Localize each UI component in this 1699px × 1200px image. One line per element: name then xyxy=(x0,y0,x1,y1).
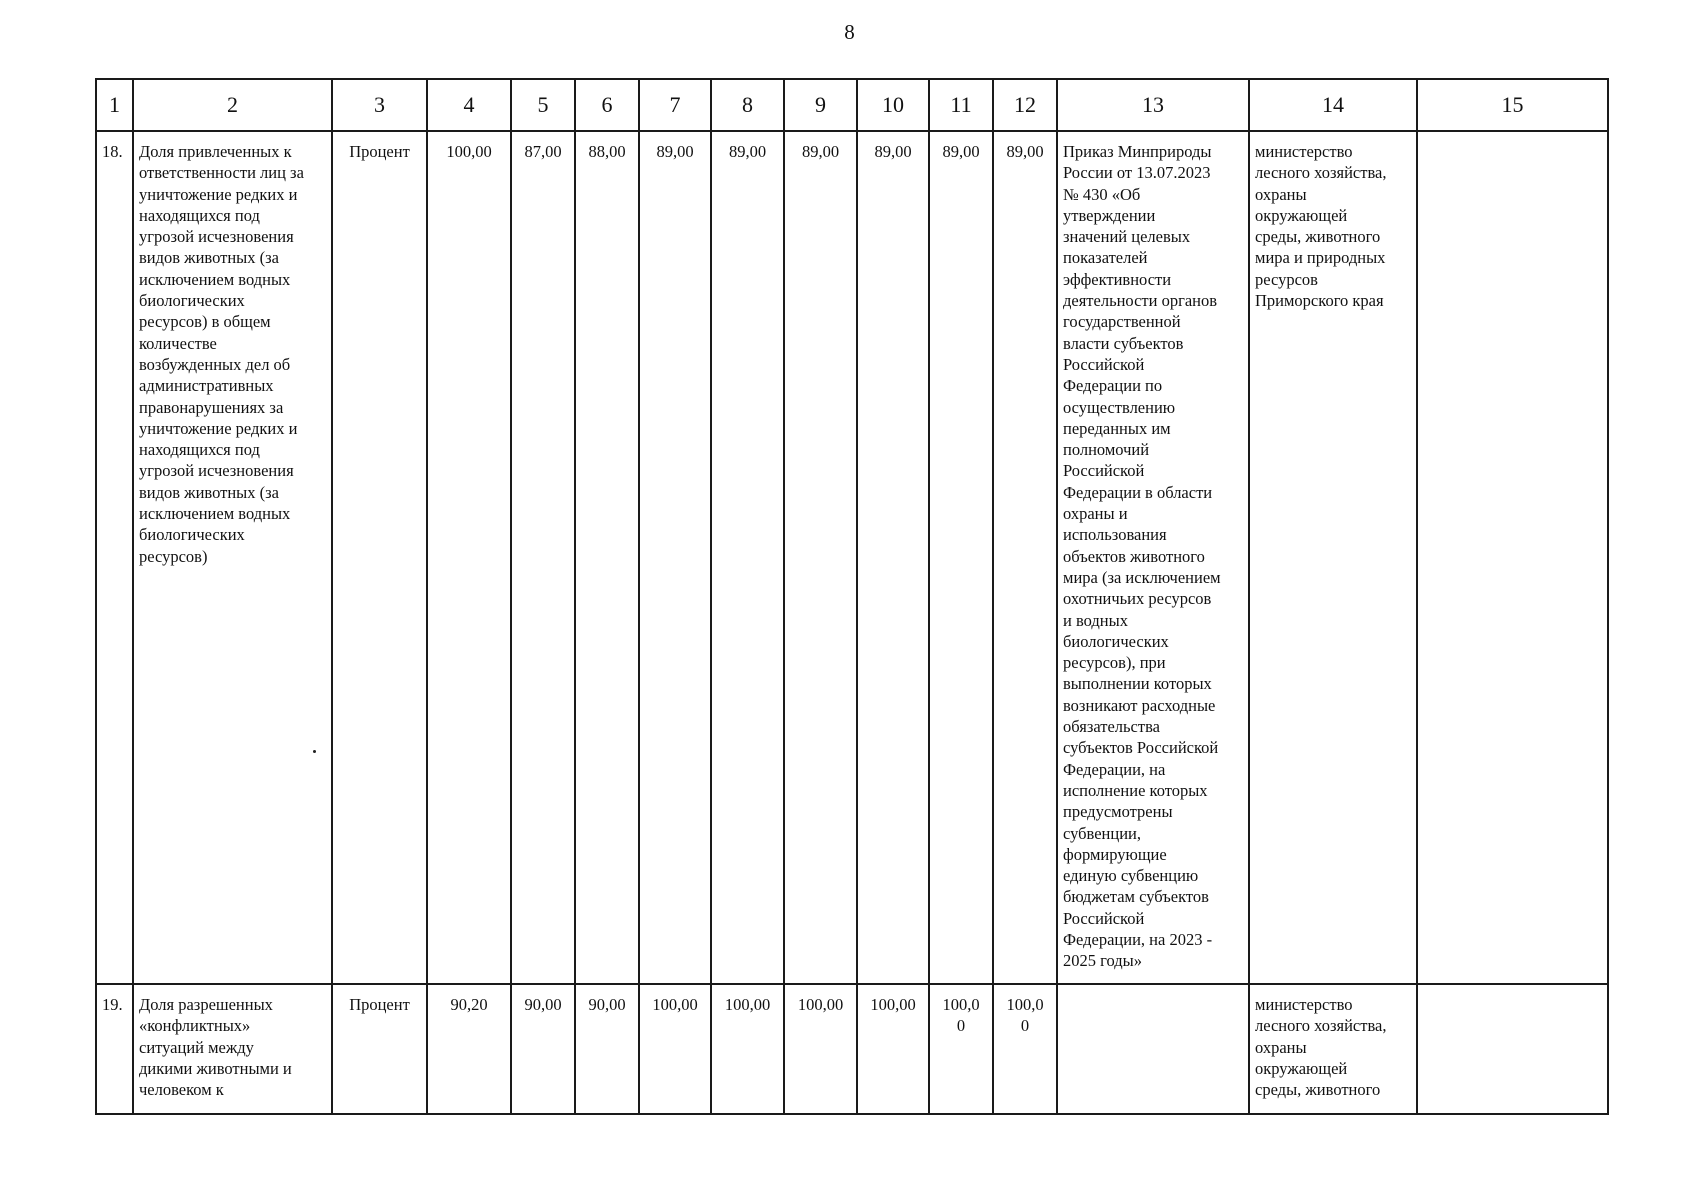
indicator-value-part: 100,00 xyxy=(446,142,492,161)
indicator-value-part: 89,00 xyxy=(874,142,912,161)
column-number-10: 10 xyxy=(857,79,929,131)
indicator-value xyxy=(993,984,1057,1114)
scan-artifact-dot xyxy=(313,750,316,753)
indicator-name-line: уничтожение редких и xyxy=(139,418,298,438)
responsible-body-line: Приморского края xyxy=(1255,291,1384,311)
indicator-value xyxy=(857,984,929,1114)
responsible-body-line: окружающей xyxy=(1255,205,1348,225)
indicator-name-line: видов животных (за xyxy=(139,482,279,502)
indicators-table xyxy=(95,78,1609,1115)
legal-basis-line: охраны и xyxy=(1063,504,1128,524)
legal-basis-line: обязательства xyxy=(1063,717,1160,737)
responsible-body-line: окружающей xyxy=(1255,1058,1348,1078)
indicator-name-line: количестве xyxy=(139,333,217,353)
indicator-name-line: человеком к xyxy=(139,1080,224,1100)
indicator-value xyxy=(784,984,857,1114)
responsible-body-line: лесного хозяйства, xyxy=(1255,163,1387,183)
responsible-body-line: охраны xyxy=(1255,184,1307,204)
indicator-name-line: ресурсов) в общем xyxy=(139,312,271,332)
indicator-value xyxy=(711,984,784,1114)
indicator-value-part: 89,00 xyxy=(801,142,840,161)
indicator-value xyxy=(427,984,511,1114)
legal-basis xyxy=(1057,131,1249,984)
legal-basis-line: формирующие xyxy=(1063,844,1167,864)
row-number: 18. xyxy=(96,131,133,984)
column-number-11: 11 xyxy=(929,79,993,131)
indicator-value xyxy=(639,984,711,1114)
column-number-9: 9 xyxy=(784,79,857,131)
column-number-7: 7 xyxy=(639,79,711,131)
row-number: 19. xyxy=(96,984,133,1114)
legal-basis-line: исполнение которых xyxy=(1063,780,1208,800)
legal-basis-line: единую субвенцию xyxy=(1063,866,1199,886)
indicator-name-line: Доля разрешенных xyxy=(139,995,273,1014)
indicator-value-part: 100,0 xyxy=(1006,995,1044,1014)
responsible-body-line: охраны xyxy=(1255,1037,1307,1057)
indicator-name-line: биологических xyxy=(139,291,245,311)
legal-basis-line: эффективности xyxy=(1063,269,1172,289)
legal-basis-line: показателей xyxy=(1063,248,1148,268)
legal-basis-line: Федерации, на 2023 - xyxy=(1063,929,1213,949)
indicator-name-line: угрозой исчезновения xyxy=(139,461,294,481)
indicator-name xyxy=(133,131,332,984)
indicator-value-part: 0 xyxy=(1020,1016,1030,1036)
column-number-3: 3 xyxy=(332,79,427,131)
indicator-value xyxy=(575,984,639,1114)
table-row xyxy=(96,131,1608,984)
legal-basis-line: бюджетам субъектов xyxy=(1063,887,1209,907)
legal-basis-line: полномочий xyxy=(1063,440,1150,460)
responsible-body-line: среды, животного xyxy=(1255,227,1381,247)
indicator-value-part: 100,0 xyxy=(942,995,980,1014)
legal-basis xyxy=(1057,984,1249,1114)
legal-basis-line: значений целевых xyxy=(1063,227,1191,247)
legal-basis-line: возникают расходные xyxy=(1063,695,1216,715)
legal-basis-line: государственной xyxy=(1063,312,1181,332)
unit-of-measure: Процент xyxy=(332,131,427,984)
legal-basis-line: предусмотрены xyxy=(1063,802,1173,822)
responsible-body-line: среды, животного xyxy=(1255,1080,1381,1100)
indicator-value xyxy=(784,131,857,984)
column-number-14: 14 xyxy=(1249,79,1417,131)
column-number-2: 2 xyxy=(133,79,332,131)
legal-basis-line: использования xyxy=(1063,525,1167,545)
indicator-value-part: 0 xyxy=(956,1016,966,1036)
column-number-8: 8 xyxy=(711,79,784,131)
unit-of-measure: Процент xyxy=(332,984,427,1114)
indicator-value xyxy=(929,131,993,984)
responsible-body xyxy=(1249,131,1417,984)
column-number-row xyxy=(96,79,1608,131)
indicator-value xyxy=(511,131,575,984)
indicator-value-part: 89,00 xyxy=(942,142,980,161)
indicator-name-line: «конфликтных» xyxy=(139,1016,251,1036)
indicator-name-line: ситуаций между xyxy=(139,1037,254,1057)
page-number: 8 xyxy=(844,20,855,44)
legal-basis-line: выполнении которых xyxy=(1063,674,1212,694)
column-number-1: 1 xyxy=(96,79,133,131)
indicator-name-line: находящихся под xyxy=(139,440,260,460)
indicator-name-line: угрозой исчезновения xyxy=(139,227,294,247)
legal-basis-line: ресурсов), при xyxy=(1063,653,1166,673)
column-number-6: 6 xyxy=(575,79,639,131)
indicator-name-line: правонарушениях за xyxy=(139,397,284,417)
legal-basis-line: 2025 годы» xyxy=(1063,951,1142,971)
indicator-value xyxy=(711,131,784,984)
legal-basis-line: Федерации в области xyxy=(1063,482,1213,502)
extra-column xyxy=(1417,984,1608,1114)
legal-basis-line: Приказ Минприроды xyxy=(1063,142,1212,161)
legal-basis-line: Российской xyxy=(1063,461,1145,481)
legal-basis-line: власти субъектов xyxy=(1063,333,1184,353)
legal-basis-line: утверждении xyxy=(1063,205,1156,225)
indicator-value-part: 90,20 xyxy=(450,995,488,1014)
indicator-value-part: 88,00 xyxy=(588,142,626,161)
responsible-body xyxy=(1249,984,1417,1114)
indicator-name-line: биологических xyxy=(139,525,245,545)
extra-column xyxy=(1417,131,1608,984)
indicator-value-part: 89,00 xyxy=(728,142,767,161)
indicator-value-part: 89,00 xyxy=(656,142,694,161)
legal-basis-line: Федерации по xyxy=(1063,376,1163,396)
legal-basis-line: мира (за исключением xyxy=(1063,567,1221,587)
table-row xyxy=(96,984,1608,1114)
column-number-15: 15 xyxy=(1417,79,1608,131)
legal-basis-line: России от 13.07.2023 xyxy=(1063,163,1211,183)
indicator-value xyxy=(929,984,993,1114)
column-number-5: 5 xyxy=(511,79,575,131)
indicator-value-part: 100,00 xyxy=(870,995,916,1014)
indicator-value-part: 87,00 xyxy=(524,142,562,161)
column-number-13: 13 xyxy=(1057,79,1249,131)
indicator-name-line: уничтожение редких и xyxy=(139,184,298,204)
indicator-name-line: административных xyxy=(139,376,274,396)
legal-basis-line: субвенции, xyxy=(1063,823,1141,843)
indicator-name-line: находящихся под xyxy=(139,205,260,225)
indicator-name-line: исключением водных xyxy=(139,269,291,289)
indicator-value xyxy=(639,131,711,984)
legal-basis-line: субъектов Российской xyxy=(1063,738,1219,758)
indicator-name-line: Доля привлеченных к xyxy=(139,142,292,161)
indicator-name-line: ответственности лиц за xyxy=(139,163,304,183)
responsible-body-line: ресурсов xyxy=(1255,269,1318,289)
legal-basis-line: и водных xyxy=(1063,610,1128,630)
indicator-value xyxy=(857,131,929,984)
column-number-12: 12 xyxy=(993,79,1057,131)
column-number-4: 4 xyxy=(427,79,511,131)
legal-basis-line: № 430 «Об xyxy=(1063,184,1141,204)
responsible-body-line: министерство xyxy=(1255,142,1353,161)
legal-basis-line: Российской xyxy=(1063,908,1145,928)
legal-basis-line: биологических xyxy=(1063,631,1169,651)
responsible-body-line: лесного хозяйства, xyxy=(1255,1016,1387,1036)
legal-basis-line: охотничьих ресурсов xyxy=(1063,589,1212,609)
indicator-name xyxy=(133,984,332,1114)
legal-basis-line: переданных им xyxy=(1063,418,1171,438)
indicator-value xyxy=(575,131,639,984)
indicator-value xyxy=(993,131,1057,984)
indicator-value xyxy=(511,984,575,1114)
indicator-value-part: 100,00 xyxy=(724,995,771,1014)
indicator-value-part: 90,00 xyxy=(524,995,562,1014)
legal-basis-line: деятельности органов xyxy=(1063,291,1218,311)
indicator-name-line: дикими животными и xyxy=(139,1058,292,1078)
responsible-body-line: министерство xyxy=(1255,995,1353,1014)
indicator-name-line: возбужденных дел об xyxy=(139,354,291,374)
indicator-name-line: исключением водных xyxy=(139,504,291,524)
indicator-name-line: ресурсов) xyxy=(139,546,208,566)
legal-basis-line: Федерации, на xyxy=(1063,759,1166,779)
legal-basis-line: объектов животного xyxy=(1063,546,1205,566)
indicator-value-part: 90,00 xyxy=(588,995,626,1014)
indicator-value-part: 100,00 xyxy=(797,995,844,1014)
legal-basis-line: Российской xyxy=(1063,354,1145,374)
indicator-value xyxy=(427,131,511,984)
indicator-name-line: видов животных (за xyxy=(139,248,279,268)
legal-basis-line: осуществлению xyxy=(1063,397,1176,417)
indicator-value-part: 100,00 xyxy=(652,995,698,1014)
indicator-value-part: 89,00 xyxy=(1006,142,1044,161)
responsible-body-line: мира и природных xyxy=(1255,248,1386,268)
